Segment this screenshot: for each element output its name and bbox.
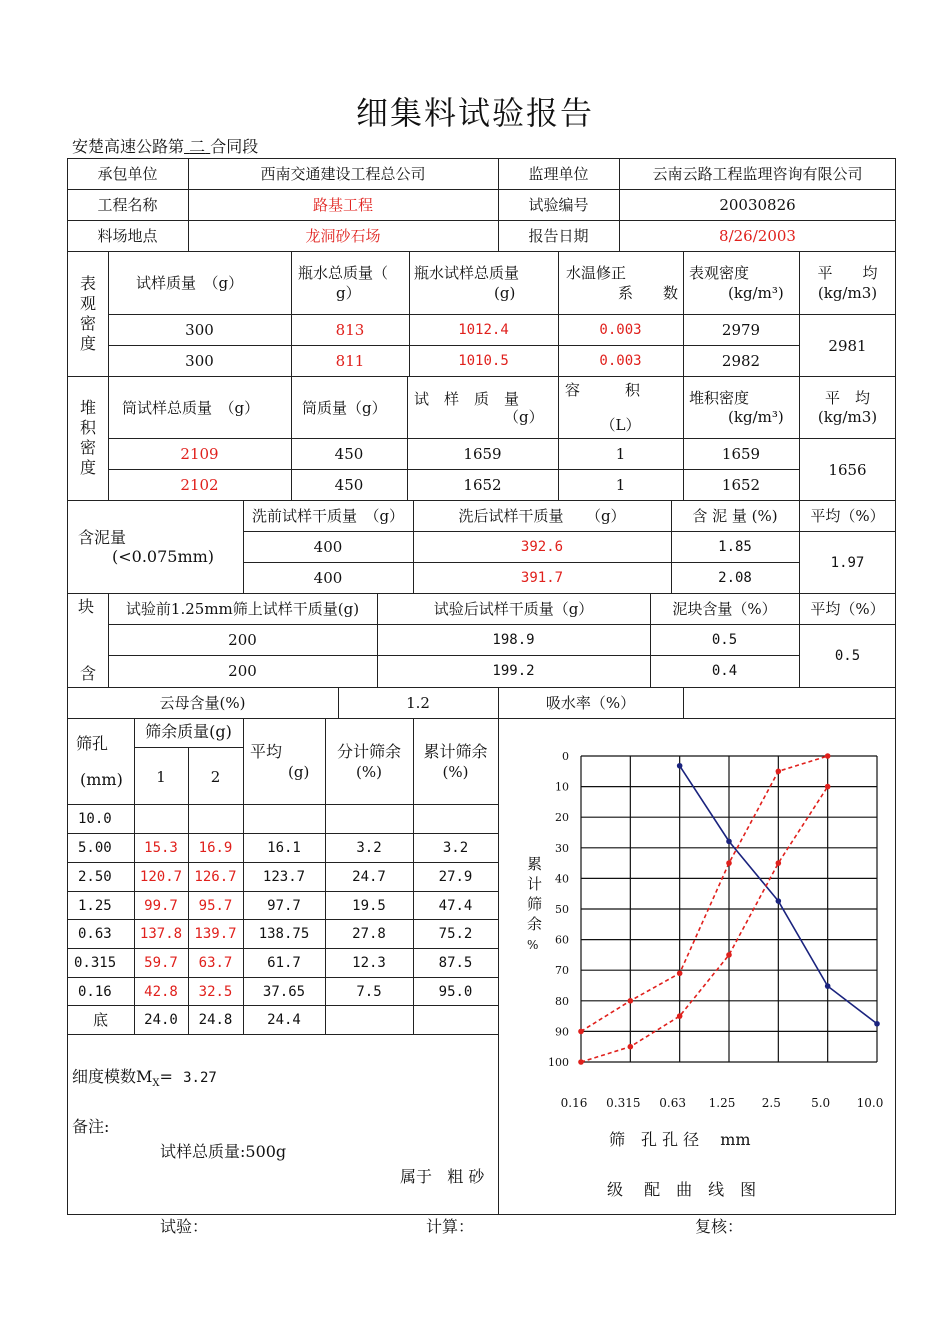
sand-class-value: 粗 砂 [447,1167,485,1186]
grid-line [108,314,896,315]
clay-row2-content: 0.4 [711,663,738,679]
chart-y-axis-label-char: 筛 [527,895,543,913]
chart-point [578,1029,584,1035]
bd-row2-sample: 1652 [463,476,502,494]
chart-point [578,1059,584,1065]
h-bulk-density-1: 堆积密度 [689,389,750,407]
clay-side-bottom: 含 [80,664,97,683]
chart-point [677,763,683,769]
test-no-value: 20030826 [719,196,796,214]
chart-point [628,1044,634,1050]
grid-line [67,977,498,978]
ad-row1-mass: 300 [185,321,214,339]
h-bottle-sample-1: 瓶水试样总质量 [414,264,520,282]
sieve-row-retained-2: 63.7 [198,955,233,971]
h-partial-2: (%) [356,763,382,781]
fineness-eq: = [159,1067,173,1086]
grid-line [67,862,498,863]
bd-row2-volume: 1 [615,476,626,494]
supervisor-label: 监理单位 [528,165,589,183]
chart-y-tick: 30 [555,841,569,855]
bd-row1-cylinder: 450 [334,445,364,463]
h-partial-1: 分计筛余 [336,742,401,761]
sieve-row-average: 37.65 [262,984,306,1000]
clay-average: 0.5 [834,648,861,664]
sieve-row-average: 24.4 [267,1012,301,1028]
h-mud-content: 含 泥 量 (%) [692,507,778,525]
grid-line [243,562,799,563]
mud-row1-content: 1.85 [718,539,752,555]
bd-row1-density: 1659 [721,445,761,463]
chart-point [677,1013,683,1019]
grid-line [67,687,896,688]
bd-row1-sample: 1659 [463,445,502,463]
report-date-value: 8/26/2003 [719,227,796,245]
h-retained-1: 1 [156,768,166,786]
sieve-row-partial: 3.2 [356,840,382,856]
h-bottle-water-1: 瓶水总质量（ [298,264,389,282]
sieve-row-retained-1: 99.7 [144,898,178,914]
h-cumulative-2: (%) [442,763,469,781]
mica-label: 云母含量(%) [159,694,246,712]
chart-point [874,1021,880,1027]
chart-y-tick: 100 [548,1056,569,1069]
bd-average: 1656 [828,461,867,479]
chart-point [825,753,831,759]
grid-line [134,747,243,748]
sieve-row-retained-2: 16.9 [198,840,233,856]
sieve-row-average: 61.7 [267,955,301,971]
grid-line [108,469,799,470]
mud-row1-after: 392.6 [520,539,564,555]
chart-y-axis-label-char: 余 [527,915,543,933]
mud-row2-before: 400 [313,569,343,587]
h-clay-average: 平均（%） [810,600,885,618]
ad-row2-bottle-sample: 1010.5 [458,353,509,369]
h-bottle-water-2: g） [336,284,361,302]
chart-point [628,998,634,1004]
sieve-row-hole: 1.25 [78,898,112,914]
mica-value: 1.2 [406,694,430,712]
sieve-row-retained-2: 139.7 [194,926,237,942]
chart-point [825,784,831,790]
sieve-row-retained-2: 24.8 [198,1012,233,1028]
grid-line [108,345,799,346]
sieve-row-retained-1: 59.7 [144,955,178,971]
supervisor-value: 云南云路工程监理咨询有限公司 [652,165,863,183]
bd-row1-volume: 1 [615,445,626,463]
chart-y-tick: 90 [555,1025,569,1039]
h-bulk-sample-1: 试 样 质 量 [414,390,520,408]
chart-series-line [581,787,828,1062]
bd-row2-total: 2102 [180,476,219,494]
report-date-label: 报告日期 [528,227,589,245]
apparent-density-side-label: 表观密度 [79,274,96,353]
sieve-row-average: 16.1 [267,840,301,856]
chart-y-tick: 80 [555,994,569,1008]
sieve-row-average: 97.7 [267,898,301,914]
chart-y-tick: 10 [555,780,569,794]
sieve-row-retained-1: 24.0 [144,1012,178,1028]
chart-x-axis-label: 筛 孔 孔 径 mm [609,1130,751,1149]
grid-line [683,687,684,718]
grid-line [67,376,896,377]
grid-line [67,189,896,190]
site-value: 龙洞砂石场 [305,227,381,245]
remarks-label: 备注: [72,1117,110,1136]
project-label: 工程名称 [97,196,158,214]
h-sieve-avg-1: 平均 [250,742,283,761]
sieve-row-retained-2: 32.5 [198,984,233,1000]
contractor-label: 承包单位 [97,165,158,183]
h-average-1: 平 均 [817,264,878,282]
chart-x-tick: 0.315 [606,1096,641,1110]
chart-y-tick: 60 [555,933,569,947]
bd-row2-density: 1652 [721,476,761,494]
contract-number: 二 [189,137,206,156]
chart-x-tick: 0.16 [560,1096,588,1110]
sieve-row-cumulative: 95.0 [438,984,473,1000]
grid-line [67,948,498,949]
h-cylinder-mass: 筒质量（g） [302,399,387,417]
sieve-row-retained-2: 95.7 [198,898,233,914]
ad-average: 2981 [828,337,867,355]
chart-y-axis-label-char: 累 [527,855,543,873]
chart-y-tick: 20 [555,811,569,825]
grid-line [67,593,896,594]
chart-point [726,860,732,866]
mud-row2-content: 2.08 [718,570,752,586]
chart-y-axis-label-char: 计 [527,875,543,893]
fineness-label: 细度模数M [72,1067,153,1086]
h-sample-mass: 试样质量 （g） [136,274,244,292]
sieve-row-cumulative: 87.5 [438,955,473,971]
h-sieve-avg-2: (g) [288,763,310,781]
sieve-row-partial: 24.7 [352,869,386,885]
ad-row1-bottle-sample: 1012.4 [458,322,509,338]
site-label: 料场地点 [97,227,158,245]
clay-row2-after: 199.2 [492,663,535,679]
sieve-row-partial: 27.8 [352,926,386,942]
grid-line [108,624,896,625]
sieve-row-retained-1: 137.8 [139,926,183,942]
sieve-row-average: 123.7 [262,869,306,885]
clay-row2-before: 200 [228,662,257,680]
report-title: 细集料试验报告 [355,94,594,132]
h-mud-average: 平均（%） [810,507,885,525]
h-clay-before: 试验前1.25mm筛上试样干质量(g) [125,600,360,618]
chart-x-tick: 1.25 [708,1096,736,1110]
ad-row2-mass: 300 [185,352,214,370]
clay-side-top: 块 [78,597,95,616]
signature-test: 试验： [160,1217,209,1236]
grid-line [67,500,896,501]
fineness-subscript: X [152,1078,160,1090]
chart-x-tick: 5.0 [811,1096,831,1110]
h-average-2: (kg/m3) [817,284,878,302]
grid-line [243,531,896,532]
contractor-value: 西南交通建设工程总公司 [260,165,426,183]
absorption-label: 吸水率（%） [545,694,636,712]
sieve-row-hole: 5.00 [78,840,112,856]
sieve-row-cumulative: 27.9 [438,869,473,885]
sieve-row-hole: 0.16 [78,984,112,1000]
contract-section [72,134,258,157]
sieve-row-retained-1: 120.7 [139,869,183,885]
grid-line [67,804,498,805]
sieve-row-cumulative: 3.2 [442,840,469,856]
chart-y-axis-label-char: % [527,938,539,952]
sieve-row-hole: 0.63 [78,926,112,942]
h-sieve-hole-1: 筛孔 [76,734,109,753]
ad-row2-temp: 0.003 [599,353,642,369]
mud-label-2: (<0.075mm) [112,547,215,566]
chart-point [776,769,782,775]
sieve-row-retained-1: 15.3 [144,840,178,856]
sieve-row-hole: 0.315 [74,955,117,971]
chart-x-tick: 2.5 [761,1096,781,1110]
sieve-row-cumulative: 75.2 [438,926,473,942]
chart-point [776,898,782,904]
sieve-row-retained-2: 126.7 [194,869,237,885]
contract-suffix: 合同段 [210,137,259,156]
sieve-row-hole: 2.50 [78,869,112,885]
h-clay-content: 泥块含量（%） [672,600,777,618]
clay-row1-content: 0.5 [711,632,738,648]
sieve-row-partial: 12.3 [352,955,386,971]
mud-average: 1.97 [830,555,865,571]
sand-class-label: 属于 [400,1167,433,1186]
mud-row1-before: 400 [313,538,343,556]
h-temp-2: 系 数 [618,284,679,302]
chart-x-tick: 10.0 [856,1096,884,1110]
h-sieve-hole-2: (mm) [80,770,123,789]
chart-point [776,860,782,866]
sieve-row-hole: 10.0 [78,811,112,827]
h-temp-1: 水温修正 [566,264,627,282]
sieve-row-partial: 19.5 [352,898,386,914]
grid-line [67,1005,498,1006]
h-volume-2: （L） [600,416,641,434]
h-volume-1: 容 积 [565,381,641,399]
bd-row1-total: 2109 [180,445,219,463]
chart-y-tick: 70 [555,964,569,978]
grading-chart [499,719,895,1214]
bd-row2-cylinder: 450 [334,476,364,494]
h-apparent-density-1: 表观密度 [689,264,750,282]
chart-point [825,983,831,989]
h-mud-before: 洗前试样干质量 （g） [251,507,405,525]
clay-row1-after: 198.9 [492,632,535,648]
sand-class [400,1168,484,1186]
contract-prefix: 安楚高速公路第 [72,137,185,156]
sieve-row-average: 138.75 [258,926,310,942]
chart-y-tick: 0 [562,750,569,763]
h-apparent-density-2: (kg/m³) [728,284,784,302]
sieve-row-retained-1: 42.8 [144,984,178,1000]
grid-line [67,919,498,920]
grid-line [67,251,896,252]
h-bottle-sample-2: (g) [494,284,516,302]
test-no-label: 试验编号 [528,196,589,214]
grid-line [67,833,498,834]
ad-row2-density: 2982 [721,352,761,370]
h-retained-2: 2 [210,768,221,786]
h-cumulative-1: 累计筛余 [423,742,488,761]
bulk-density-side-label: 堆积密度 [79,398,96,477]
grid-line [108,655,799,656]
grid-line [67,891,498,892]
project-value: 路基工程 [312,196,373,214]
chart-y-axis-label [527,855,542,952]
total-mass-note: 试样总质量:500g [160,1142,287,1161]
h-retained: 筛余质量(g) [145,722,232,741]
ad-row1-bottle-water: 813 [335,321,365,339]
ad-row2-bottle-water: 811 [335,352,365,370]
fineness-value: 3.27 [183,1070,217,1086]
sieve-row-hole: 底 [92,1011,108,1029]
fineness-modulus [72,1068,217,1093]
chart-point [677,970,683,976]
chart-series-line [581,756,828,1031]
h-mud-after: 洗后试样干质量 （g） [458,507,626,525]
sieve-row-cumulative: 47.4 [438,898,473,914]
chart-point [726,952,732,958]
h-cylinder-total: 筒试样总质量 （g） [122,399,260,417]
h-bulk-density-2: (kg/m³) [728,408,784,426]
sieve-row-partial: 7.5 [356,984,382,1000]
mud-label-1: 含泥量 [78,528,127,547]
signature-review: 复核： [695,1217,744,1236]
grid-line [108,438,896,439]
grid-line [67,220,896,221]
signature-calc: 计算： [426,1217,475,1236]
ad-row1-temp: 0.003 [599,322,642,338]
clay-row1-before: 200 [228,631,257,649]
h-bulk-sample-2: （g） [504,408,544,426]
ad-row1-density: 2979 [721,321,761,339]
chart-point [726,839,732,845]
h-bulk-average-2: (kg/m3) [817,408,878,426]
mud-row2-after: 391.7 [520,570,564,586]
chart-y-tick: 50 [555,903,569,916]
h-bulk-average-1: 平 均 [824,389,870,407]
chart-y-tick: 40 [555,872,569,886]
h-clay-after: 试验后试样干质量（g） [433,600,594,618]
grid-line [67,1034,498,1035]
chart-x-tick: 0.63 [659,1096,687,1110]
chart-caption: 级 配 曲 线 图 [607,1180,757,1199]
